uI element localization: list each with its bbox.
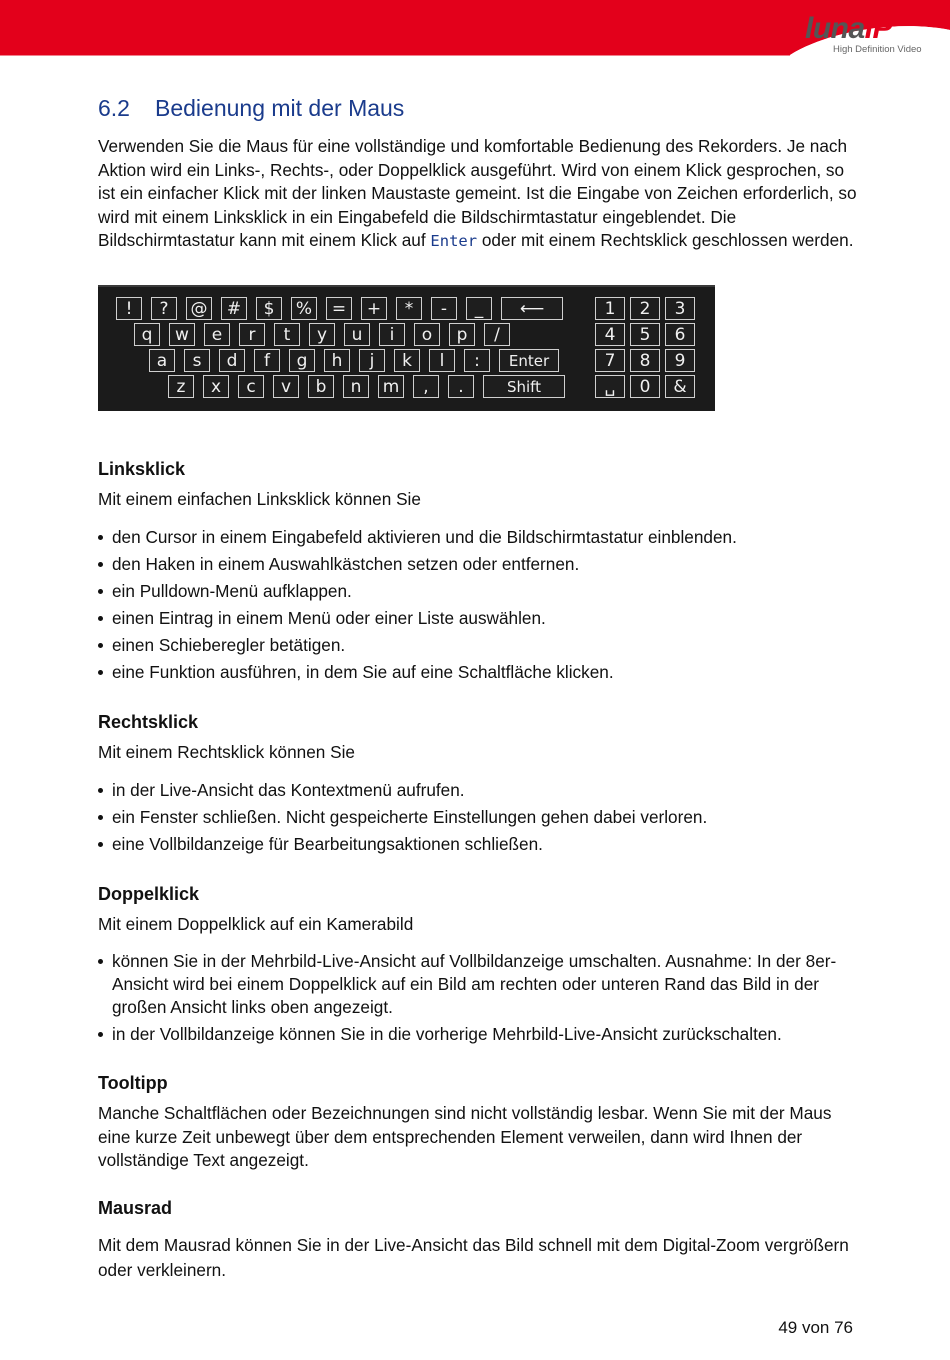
keyboard-key: 2 — [630, 297, 660, 320]
logo-ip: IP — [864, 12, 893, 45]
keyboard-key: n — [343, 375, 369, 398]
list-item: in der Vollbildanzeige können Sie in die vorherige Mehrbild-Live-Ansicht zurückschalten. — [98, 1023, 868, 1046]
keyboard-key: z — [168, 375, 194, 398]
keyboard-key: Enter — [499, 349, 559, 372]
keyboard-key: 1 — [595, 297, 625, 320]
section-number: 6.2 — [98, 95, 130, 121]
keyboard-key: d — [219, 349, 245, 372]
keyboard-key: w — [169, 323, 195, 346]
heading-mausrad: Mausrad — [98, 1198, 173, 1218]
keyboard-key: j — [359, 349, 385, 372]
keyboard-key: , — [413, 375, 439, 398]
list-item: einen Eintrag in einem Menü oder einer Liste auswählen. — [98, 607, 868, 630]
keyboard-key: _ — [466, 297, 492, 320]
mausrad-text: Mit dem Mausrad können Sie in der Live-Ansicht das Bild schnell mit dem Digital-Zoom vergrößern oder verkleinern. — [98, 1235, 849, 1280]
keyboard-key: + — [361, 297, 387, 320]
list-item: in der Live-Ansicht das Kontextmenü aufrufen. — [98, 779, 868, 802]
linksklick-lead: Mit einem einfachen Linksklick können Sie — [98, 489, 421, 509]
keyboard-key: * — [396, 297, 422, 320]
page-header — [0, 0, 950, 90]
keyboard-key: 6 — [665, 323, 695, 346]
brand-logo — [805, 12, 935, 62]
page-number: 49 von 76 — [778, 1318, 853, 1337]
keyboard-key: 7 — [595, 349, 625, 372]
keyboard-key: b — [308, 375, 334, 398]
section-title-text: Bedienung mit der Maus — [155, 95, 405, 121]
rechtsklick-lead: Mit einem Rechtsklick können Sie — [98, 742, 355, 762]
keyboard-key: m — [378, 375, 404, 398]
keyboard-key: p — [449, 323, 475, 346]
keyboard-key: c — [238, 375, 264, 398]
keyboard-key: 0 — [630, 375, 660, 398]
onscreen-keyboard — [98, 285, 715, 411]
tooltipp-text: Manche Schaltflächen oder Bezeichnungen sind nicht vollständig lesbar. Wenn Sie mit der Maus eine kurze Zeit unbewegt über dem entsprechenden Element verweilen, dann wird Ihnen der vollständige Text angezeigt. — [98, 1103, 832, 1170]
keyboard-key: k — [394, 349, 420, 372]
keyboard-key: & — [665, 375, 695, 398]
keyboard-key: u — [344, 323, 370, 346]
intro-text-1: Verwenden Sie die Maus für eine vollständige und komfortable Bedienung des Rekorders. Je nach Aktion wird ein Links-, Rechts-, oder Doppelklick ausgeführt. Wird von einem Klick gesprochen, so ist ein einfacher Klick mit der linken Maustaste gemeint. Ist die Eingabe von Zeichen erforderlich, so wird mit einem Linksklick in ein Eingabefeld die Bildschirmtastatur eingeblendet. Die Bildschirmtastatur kann mit einem Klick auf — [98, 136, 857, 250]
keyboard-key: ⟵ — [501, 297, 563, 320]
keyboard-key: l — [429, 349, 455, 372]
heading-linksklick: Linksklick — [98, 459, 186, 479]
list-item: den Cursor in einem Eingabefeld aktivieren und die Bildschirmtastatur einblenden. — [98, 526, 868, 549]
doppelklick-lead: Mit einem Doppelklick auf ein Kamerabild — [98, 914, 414, 934]
logo-luna: luna — [805, 12, 865, 45]
intro-text-2: oder mit einem Rechtsklick geschlossen werden. — [477, 230, 854, 250]
keyboard-key: - — [431, 297, 457, 320]
keyboard-key: e — [204, 323, 230, 346]
keyboard-key: . — [448, 375, 474, 398]
heading-tooltipp: Tooltipp — [98, 1073, 168, 1093]
keyboard-key: ␣ — [595, 375, 625, 398]
keyboard-key: f — [254, 349, 280, 372]
keyboard-key: x — [203, 375, 229, 398]
intro-code-enter: Enter — [430, 232, 478, 250]
keyboard-key: h — [324, 349, 350, 372]
keyboard-key: g — [289, 349, 315, 372]
heading-doppelklick: Doppelklick — [98, 884, 200, 904]
section-title — [98, 95, 404, 122]
list-item: eine Vollbildanzeige für Bearbeitungsaktionen schließen. — [98, 833, 868, 856]
list-item: eine Funktion ausführen, in dem Sie auf eine Schaltfläche klicken. — [98, 661, 868, 684]
keyboard-key: v — [273, 375, 299, 398]
list-item: ein Pulldown-Menü aufklappen. — [98, 580, 868, 603]
keyboard-key: r — [239, 323, 265, 346]
keyboard-key: 3 — [665, 297, 695, 320]
keyboard-key: s — [184, 349, 210, 372]
keyboard-key: a — [149, 349, 175, 372]
doppelklick-list — [98, 950, 868, 1050]
rechtsklick-list — [98, 779, 868, 860]
linksklick-list — [98, 526, 868, 688]
keyboard-key: 8 — [630, 349, 660, 372]
keyboard-key: y — [309, 323, 335, 346]
keyboard-key: 4 — [595, 323, 625, 346]
keyboard-key: q — [134, 323, 160, 346]
keyboard-key: 5 — [630, 323, 660, 346]
keyboard-key: 9 — [665, 349, 695, 372]
intro-paragraph — [98, 135, 858, 254]
keyboard-key: = — [326, 297, 352, 320]
keyboard-key: t — [274, 323, 300, 346]
keyboard-key: o — [414, 323, 440, 346]
keyboard-key: ! — [116, 297, 142, 320]
keyboard-key: % — [291, 297, 317, 320]
keyboard-key: ? — [151, 297, 177, 320]
keyboard-key: # — [221, 297, 247, 320]
keyboard-key: : — [464, 349, 490, 372]
keyboard-key: @ — [186, 297, 212, 320]
list-item: einen Schieberegler betätigen. — [98, 634, 868, 657]
heading-rechtsklick: Rechtsklick — [98, 712, 199, 732]
list-item: ein Fenster schließen. Nicht gespeicherte Einstellungen gehen dabei verloren. — [98, 806, 868, 829]
keyboard-key: / — [484, 323, 510, 346]
logo-tagline: High Definition Video — [833, 44, 922, 55]
list-item: können Sie in der Mehrbild-Live-Ansicht auf Vollbildanzeige umschalten. Ausnahme: In der 8er-Ansicht wird bei einem Doppelklick auf ein Bild am rechten oder unteren Rand das Bild in der großen Ansicht links oben angezeigt. — [98, 950, 868, 1019]
keyboard-key: Shift — [483, 375, 565, 398]
list-item: den Haken in einem Auswahlkästchen setzen oder entfernen. — [98, 553, 868, 576]
keyboard-key: $ — [256, 297, 282, 320]
keyboard-key: i — [379, 323, 405, 346]
